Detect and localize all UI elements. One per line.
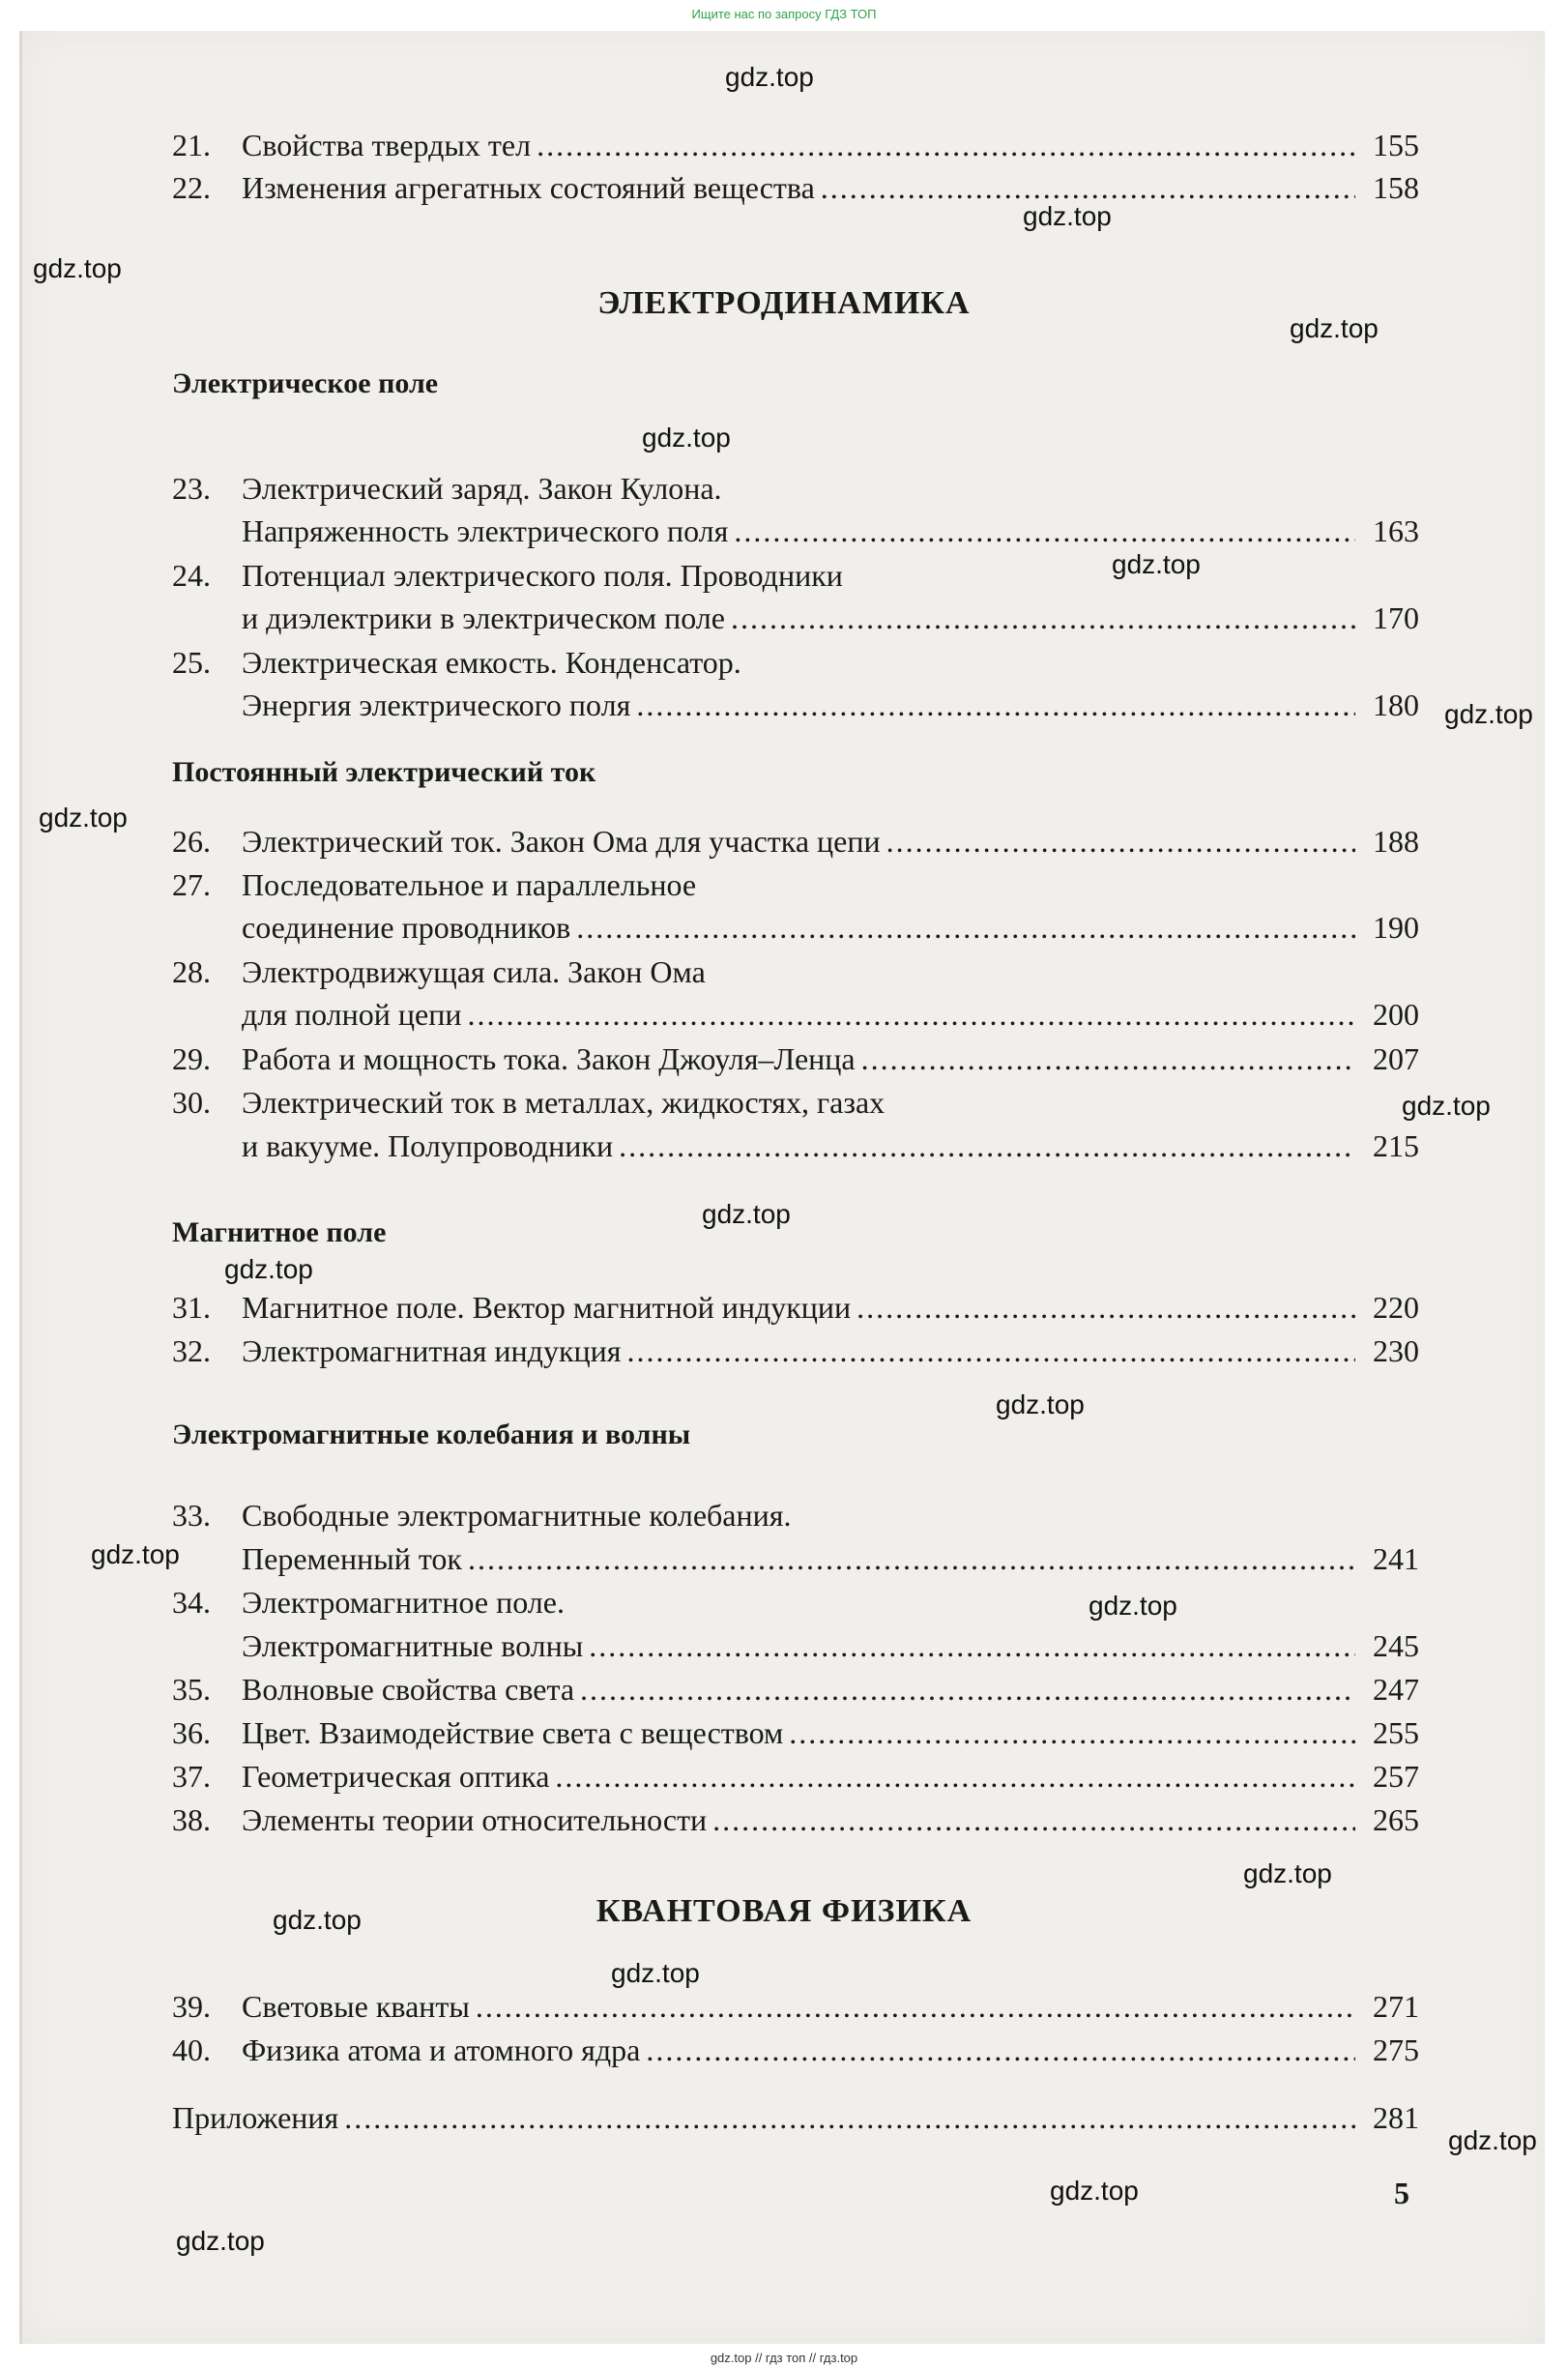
entry-number: 32. — [172, 1333, 211, 1368]
toc-entry-24-line2 — [172, 597, 1419, 639]
watermark: gdz.top — [1112, 549, 1201, 579]
entry-number: 26. — [172, 824, 211, 859]
watermark: gdz.top — [1243, 1858, 1332, 1888]
entry-number: 21. — [172, 128, 211, 162]
dot-leader — [580, 1668, 1355, 1710]
entry-title: Последовательное и параллельное — [242, 867, 697, 902]
toc-entry-22 — [172, 166, 1419, 209]
entry-page: 281 — [1373, 2100, 1419, 2135]
dot-leader — [636, 684, 1355, 726]
watermark: gdz.top — [91, 1539, 180, 1569]
toc-entry-30-line2 — [172, 1125, 1419, 1167]
entry-number: 39. — [172, 1989, 211, 2024]
entry-page: 241 — [1373, 1541, 1419, 1576]
entry-number: 40. — [172, 2032, 211, 2067]
entry-title: Работа и мощность тока. Закон Джоуля–Ленца — [242, 1041, 856, 1076]
watermark: gdz.top — [996, 1389, 1085, 1419]
entry-title: Электромагнитное поле. — [242, 1585, 565, 1620]
watermark: gdz.top — [1402, 1091, 1491, 1121]
entry-title: соединение проводников — [242, 910, 571, 945]
subsection-magnetic-field: Магнитное поле — [172, 1216, 387, 1248]
toc-entry-31 — [172, 1286, 1419, 1329]
entry-title: Электрический ток в металлах, жидкостях, газах — [242, 1085, 886, 1120]
dot-leader — [589, 1624, 1355, 1667]
entry-title: Свободные электромагнитные колебания. — [242, 1498, 792, 1533]
dot-leader — [734, 510, 1355, 552]
entry-page: 158 — [1373, 170, 1419, 205]
entry-title: Электродвижущая сила. Закон Ома — [242, 954, 706, 989]
entry-page: 220 — [1373, 1290, 1419, 1325]
dot-leader — [789, 1711, 1355, 1754]
entry-number: 37. — [172, 1759, 211, 1794]
entry-number: 36. — [172, 1715, 211, 1750]
entry-page: 275 — [1373, 2032, 1419, 2067]
toc-entry-23-line1 — [172, 467, 1419, 510]
entry-number: 34. — [172, 1585, 211, 1620]
entry-title: Электромагнитные волны — [242, 1628, 584, 1663]
watermark: gdz.top — [702, 1199, 791, 1229]
toc-entry-25-line2 — [172, 684, 1419, 726]
entry-number: 29. — [172, 1041, 211, 1076]
entry-title: Элементы теории относительности — [242, 1802, 708, 1837]
dot-leader — [576, 906, 1355, 949]
entry-title: и диэлектрики в электрическом поле — [242, 600, 725, 635]
entry-page: 200 — [1373, 997, 1419, 1032]
entry-title: Магнитное поле. Вектор магнитной индукции — [242, 1290, 852, 1325]
entry-title: Геометрическая оптика — [242, 1759, 550, 1794]
entry-title: Переменный ток — [242, 1541, 462, 1576]
dot-leader — [886, 820, 1355, 862]
entry-page: 190 — [1373, 910, 1419, 945]
toc-entry-33-line2 — [172, 1537, 1419, 1580]
watermark: gdz.top — [725, 62, 814, 92]
entry-number: 23. — [172, 471, 211, 506]
watermark: gdz.top — [1444, 699, 1533, 729]
dot-leader — [646, 2029, 1355, 2071]
dot-leader — [861, 1038, 1355, 1080]
watermark: gdz.top — [1290, 313, 1379, 343]
toc-entry-21 — [172, 124, 1419, 166]
toc-entry-25-line1 — [172, 641, 1419, 684]
toc-entry-37 — [172, 1755, 1419, 1798]
entry-number: 24. — [172, 558, 211, 593]
entry-number: 35. — [172, 1672, 211, 1707]
dot-leader — [626, 1330, 1355, 1372]
entry-title: Потенциал электрического поля. Проводники — [242, 558, 843, 593]
entry-number: 31. — [172, 1290, 211, 1325]
entry-page: 170 — [1373, 600, 1419, 635]
entry-number: 27. — [172, 867, 211, 902]
entry-page: 230 — [1373, 1333, 1419, 1368]
entry-title: Электромагнитная индукция — [242, 1333, 622, 1368]
entry-title: Волновые свойства света — [242, 1672, 575, 1707]
entry-page: 255 — [1373, 1715, 1419, 1750]
toc-entry-38 — [172, 1798, 1419, 1841]
entry-title: Напряженность электрического поля — [242, 513, 729, 548]
toc-entry-39 — [172, 1985, 1419, 2028]
toc-entry-28-line2 — [172, 993, 1419, 1036]
entry-number: 33. — [172, 1498, 211, 1533]
toc-entry-40 — [172, 2029, 1419, 2071]
entry-number: 28. — [172, 954, 211, 989]
watermark: gdz.top — [176, 2226, 265, 2256]
dot-leader — [712, 1798, 1355, 1841]
toc-entry-27-line2 — [172, 906, 1419, 949]
entry-title: Электрический ток. Закон Ома для участка цепи — [242, 824, 881, 859]
watermark: gdz.top — [33, 253, 122, 283]
page-number: 5 — [1394, 2176, 1409, 2210]
dot-leader — [857, 1286, 1355, 1329]
toc-entry-34-line1 — [172, 1581, 1419, 1623]
toc-entry-30-line1 — [172, 1081, 1419, 1124]
entry-page: 207 — [1373, 1041, 1419, 1076]
dot-leader — [555, 1755, 1355, 1798]
toc-entry-36 — [172, 1711, 1419, 1754]
dot-leader — [537, 124, 1355, 166]
watermark: gdz.top — [1089, 1591, 1177, 1621]
entry-page: 257 — [1373, 1759, 1419, 1794]
entry-page: 163 — [1373, 513, 1419, 548]
entry-page: 155 — [1373, 128, 1419, 162]
toc-entry-26 — [172, 820, 1419, 862]
section-heading-quantum: КВАНТОВАЯ ФИЗИКА — [595, 1893, 973, 1929]
toc-entry-35 — [172, 1668, 1419, 1710]
entry-page: 265 — [1373, 1802, 1419, 1837]
entry-title: Цвет. Взаимодействие света с веществом — [242, 1715, 784, 1750]
entry-page: 247 — [1373, 1672, 1419, 1707]
toc-entry-29 — [172, 1038, 1419, 1080]
toc-entry-28-line1 — [172, 950, 1419, 993]
section-heading-electrodynamics: ЭЛЕКТРОДИНАМИКА — [597, 285, 971, 321]
subsection-em-oscillations: Электромагнитные колебания и волны — [172, 1418, 691, 1450]
entry-page: 245 — [1373, 1628, 1419, 1663]
bottom-banner[interactable]: gdz.top // гдз топ // гдз.top — [710, 2351, 858, 2365]
watermark: gdz.top — [224, 1254, 313, 1284]
entry-title: и вакууме. Полупроводники — [242, 1128, 614, 1163]
entry-title: Физика атома и атомного ядра — [242, 2032, 641, 2067]
entry-title: Электрический заряд. Закон Кулона. — [242, 471, 722, 506]
entry-title: Световые кванты — [242, 1989, 470, 2024]
entry-page: 180 — [1373, 687, 1419, 722]
dot-leader — [468, 1537, 1355, 1580]
entry-title: Электрическая емкость. Конденсатор. — [242, 645, 741, 680]
subsection-electric-field: Электрическое поле — [172, 367, 439, 399]
entry-number: 38. — [172, 1802, 211, 1837]
entry-page: 271 — [1373, 1989, 1419, 2024]
subsection-direct-current: Постоянный электрический ток — [172, 756, 596, 788]
watermark: gdz.top — [611, 1958, 700, 1988]
entry-page: 188 — [1373, 824, 1419, 859]
toc-entry-27-line1 — [172, 863, 1419, 906]
toc-entry-23-line2 — [172, 510, 1419, 552]
entry-title: Приложения — [172, 2100, 339, 2135]
watermark: gdz.top — [642, 423, 731, 453]
toc-entry-32 — [172, 1330, 1419, 1372]
entry-title: Изменения агрегатных состояний вещества — [242, 170, 815, 205]
watermark: gdz.top — [273, 1905, 362, 1935]
watermark: gdz.top — [1050, 2176, 1139, 2206]
entry-title: Энергия электрического поля — [242, 687, 631, 722]
dot-leader — [476, 1985, 1355, 2028]
watermark: gdz.top — [1448, 2125, 1537, 2155]
entry-page: 215 — [1373, 1128, 1419, 1163]
watermark: gdz.top — [1023, 201, 1112, 231]
toc-entry-34-line2 — [172, 1624, 1419, 1667]
entry-number: 22. — [172, 170, 211, 205]
top-banner[interactable]: Ищите нас по запросу ГДЗ ТОП — [691, 7, 877, 21]
dot-leader — [467, 993, 1355, 1036]
dot-leader — [619, 1125, 1355, 1167]
entry-number: 30. — [172, 1085, 211, 1120]
entry-title: Свойства твердых тел — [242, 128, 532, 162]
dot-leader — [731, 597, 1355, 639]
entry-title: для полной цепи — [242, 997, 462, 1032]
dot-leader — [344, 2096, 1355, 2139]
toc-entry-24-line1 — [172, 554, 1419, 597]
toc-entry-33-line1 — [172, 1494, 1419, 1536]
watermark: gdz.top — [39, 803, 128, 833]
toc-entry-appendix — [172, 2096, 1419, 2139]
entry-number: 25. — [172, 645, 211, 680]
